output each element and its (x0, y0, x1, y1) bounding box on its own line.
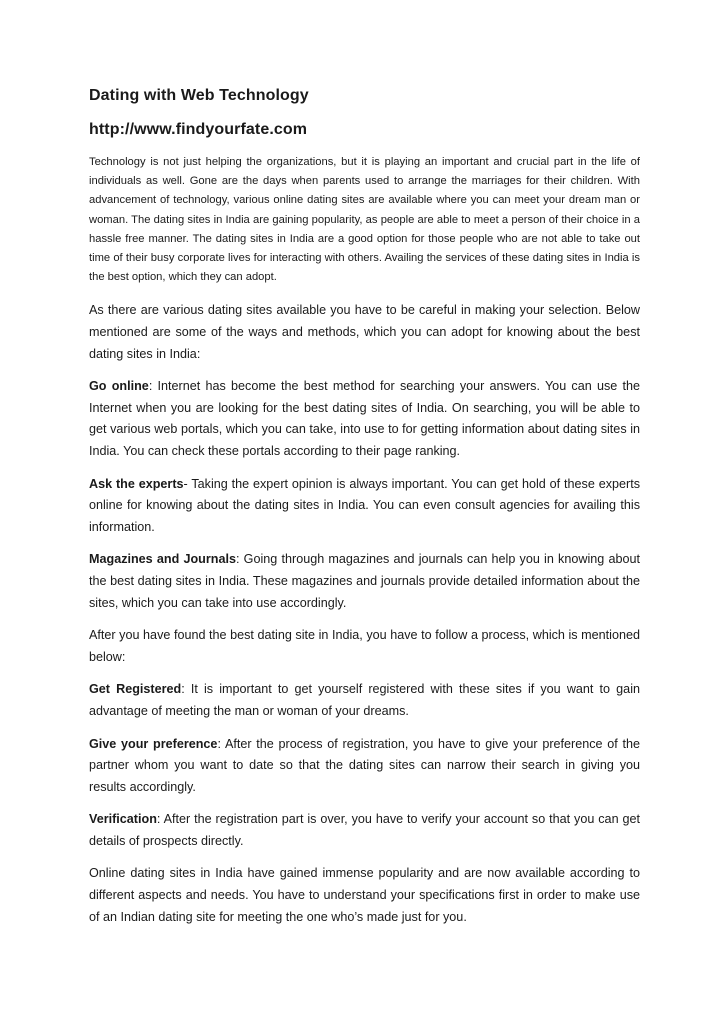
selection-paragraph: As there are various dating sites available you have to be careful in making your selection. Below mentioned are some of the ways and methods, which you can adopt for knowing about the best dating sites in India: (89, 303, 640, 361)
get-registered-text: : It is important to get yourself registered with these sites if you want to gain advantage of meeting the man or woman of your dreams. (89, 682, 640, 718)
magazines-paragraph (89, 549, 640, 614)
document-title: Dating with Web Technology (89, 87, 309, 104)
magazines-text: : Going through magazines and journals can help you in knowing about the best dating sites in India. These magazines and journals provide detailed information about the sites, which you can take into use accordingly. (89, 552, 640, 610)
ask-experts-text: - Taking the expert opinion is always important. You can get hold of these experts online for knowing about the dating sites in India. You can even consult agencies for availing this information. (89, 476, 640, 534)
ask-experts-paragraph (89, 474, 640, 539)
go-online-label: Go online (89, 379, 149, 394)
go-online-paragraph (89, 376, 640, 462)
verification-text: : After the registration part is over, you have to verify your account so that you can get details of prospects directly. (89, 812, 640, 848)
website-url: http://www.findyourfate.com (89, 121, 308, 138)
get-registered-label: Get Registered (89, 682, 182, 697)
ask-experts-label: Ask the experts (89, 476, 184, 491)
go-online-text: : Internet has become the best method for searching your answers. You can use the Internet when you are looking for the best dating sites of India. On searching, you will be able to get various web portals, which you can take, into use to for getting information about dating sites in India. You can check these portals according to their page ranking. (89, 379, 641, 458)
closing-paragraph: Online dating sites in India have gained immense popularity and are now available according to different aspects and needs. You have to understand your specifications first in order to make use of an Indian dating site for meeting the one who’s made just for you. (89, 866, 640, 924)
intro-paragraph: Technology is not just helping the organizations, but it is playing an important and crucial part in the life of individuals as well. Gone are the days when parents used to arrange the marriages for their children. With advancement of technology, various online dating sites are available where you can meet your dream man or woman. The dating sites in India are gaining popularity, as people are able to meet a person of their choice in a hassle free manner. The dating sites in India are a good option for those people who are not able to take out time of their busy corporate lives for interacting with others. Availing the services of these dating sites in India is the best option, which they can adopt. (89, 156, 640, 284)
magazines-label: Magazines and Journals (89, 552, 236, 567)
process-intro-paragraph: After you have found the best dating site in India, you have to follow a process, which is mentioned below: (89, 628, 640, 664)
preference-label: Give your preference (89, 736, 218, 751)
preference-paragraph (89, 734, 640, 799)
preference-text: : After the process of registration, you have to give your preference of the partner whom you want to date so that the dating sites can narrow their search in giving you results accordingly. (89, 736, 640, 794)
verification-label: Verification (89, 812, 157, 827)
get-registered-paragraph (89, 679, 640, 722)
verification-paragraph (89, 809, 640, 852)
